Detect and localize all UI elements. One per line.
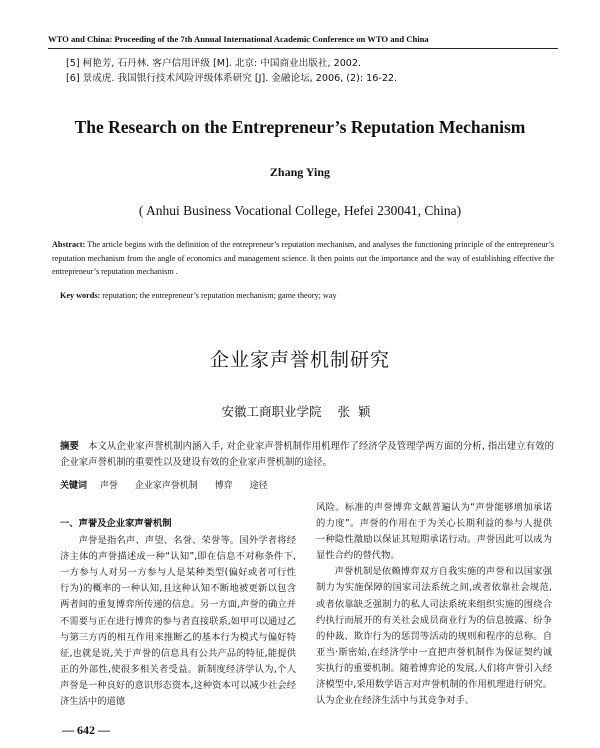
- english-abstract: [52, 238, 554, 279]
- chinese-keyword: 博弈: [214, 481, 233, 491]
- body-paragraph: 风险。标准的声誉博弈文献普遍认为“声誉能够增加承诺的力度”。声誉的作用在于为关心长期利益的参与人提供一种隐性激励以保证其短期承诺行动。声誉因此可以成为显性合约的替代物。: [316, 502, 552, 562]
- chinese-title: 企业家声誉机制研究: [209, 349, 390, 371]
- reference-item: [6] 景成虎. 我国银行技术风险评级体系研究 [J]. 金融论坛, 2006, (2): 16-22.: [66, 73, 398, 84]
- chinese-abstract-label: 摘要: [60, 441, 79, 452]
- page-number: — 642 —: [62, 723, 110, 737]
- english-keywords-text: reputation; the entrepreneur’s reputation mechanism; game theory; way: [102, 291, 337, 300]
- chinese-keyword: 声誉: [99, 481, 118, 491]
- chinese-author-line: [40, 402, 560, 420]
- english-keywords-label: Key words:: [60, 291, 101, 300]
- chinese-affiliation: 安徽工商职业学院: [221, 404, 322, 419]
- chinese-keyword: 途径: [249, 481, 268, 491]
- reference-list: [66, 56, 556, 86]
- body-paragraph: 声誉机制是依赖博弈双方自我实施的声誉和以国家强制力为实施保障的国家司法系统之间,或者依靠社会规范,或者依靠缺乏强制力的私人司法系统来组织实施的围绕合约执行而展开的有关社会成员商业行为的信息披露、纷争的仲裁、欺诈行为的惩罚等活动的规则和程序的总称。自亚当·斯密始,在经济学中一直把声誉机制作为保证契约诚实执行的重要机制。随着博弈论的发展,人们将声誉引入经济模型中,采用数学语言对声誉机制的作用机理进行研究。认为企业在经济生活中与其竞争对手、: [316, 566, 552, 707]
- section-heading: 一、声誉及企业家声誉机制: [60, 518, 172, 529]
- body-column-right: [316, 500, 552, 709]
- english-keywords: [60, 291, 554, 300]
- chinese-keywords-label: 关键词: [60, 481, 88, 491]
- english-abstract-text: The article begins with the definition of the entrepreneur’s reputation mechanism, and analyses the functioning principle of the entrepreneur’s reputation mechanism from the angle of economics and management science. It then points out the importance and the way of establishing effective the entrepreneur’s reputation mechanism .: [52, 240, 555, 277]
- chinese-abstract-text: 本文从企业家声誉机制内涵入手, 对企业家声誉机制作用机理作了经济学及管理学两方面的分析, 指出建立有效的企业家声誉机制的重要性以及建设有效的企业家声誉机制的途径。: [60, 441, 554, 468]
- body-column-left: [60, 516, 296, 710]
- chinese-keywords: [60, 478, 554, 491]
- chinese-keyword: 企业家声誉机制: [134, 481, 198, 491]
- english-affiliation: ( Anhui Business Vocational College, Hefei 230041, China): [138, 203, 462, 218]
- running-header: WTO and China: Proceeding of the 7th Annual International Academic Conference on WTO and China: [48, 34, 429, 44]
- english-title: The Research on the Entrepreneur’s Reputation Mechanism: [74, 117, 526, 137]
- chinese-author: 张颖: [337, 404, 379, 419]
- english-abstract-label: Abstract:: [52, 240, 86, 249]
- header-rule: [48, 48, 558, 49]
- body-paragraph: 声誉是指名声、声望、名誉、荣誉等。国外学者将经济主体的声誉描述成一种“认知”,即在信息不对称条件下,一方参与人对另一方参与人是某种类型(偏好或者可行性行为)的概率的一种认知,且这种认知不断地被更新以包含两者间的重复博弈所传递的信息。另一方面,声誉的确立并不需要与正在进行博弈的参与者直接联系,如甲可以通过乙与第三方丙的相互作用来推断乙的基本行为模式与偏好特征,也就是说,关于声誉的信息具有公共产品的特征,能提供正的外部性,使很多相关者受益。新制度经济学认为,个人声誉是一种良好的意识形态资本,这种资本可以减少社会经济生活中的道德: [60, 535, 296, 708]
- reference-item: [5] 柯艳芳, 石丹林. 客户信用评级 [M]. 北京: 中国商业出版社, 2002.: [66, 58, 362, 69]
- chinese-abstract: [60, 439, 554, 471]
- english-author: Zhang Ying: [269, 165, 331, 179]
